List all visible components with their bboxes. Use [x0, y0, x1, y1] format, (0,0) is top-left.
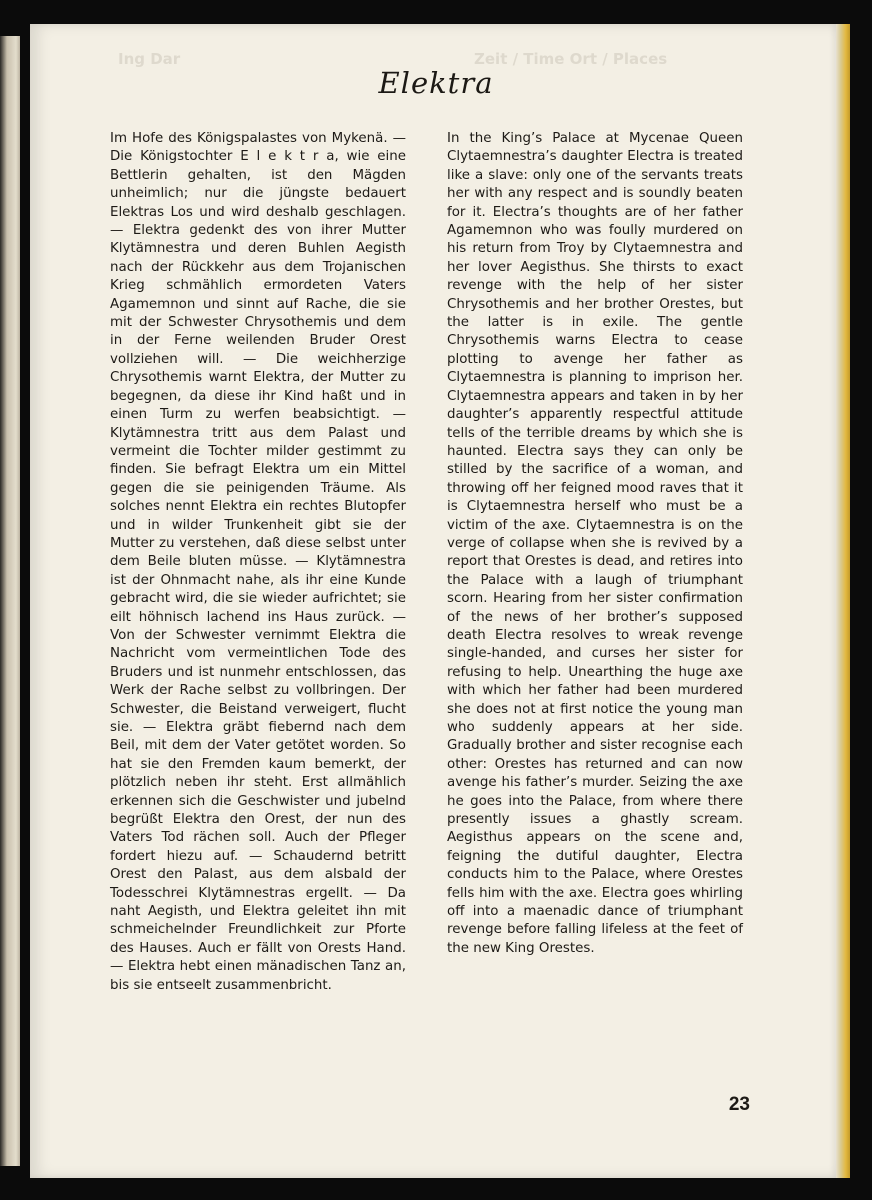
- bleed-through-left: Ing Dar: [118, 50, 181, 68]
- page-stack-edge: [836, 24, 850, 1178]
- previous-page-edge: [0, 36, 20, 1166]
- synopsis-english: In the King’s Palace at Mycenae Queen Clytaemnestra’s daughter Electra is treated like a slave: only one of the servants treats her with any respect and is soundly beaten for it. Electra’s thoughts are of her father Agamemnon who was foully murdered on his return from Troy by Clytaemnestra and her lover Aegisthus. She thirsts to exact revenge with the help of her sister Chrysothemis and her brother Orestes, but the latter is in exile. The gentle Chrysothemis warns Electra to cease plotting to avenge her father as Clytaemnestra is planning to imprison her. Clytaemnestra appears and taken in by her daughter’s apparently respectful attitude tells of the terrible dreams by which she is haunted. Electra says they can only be stilled by the sacrifice of a woman, and throwing off her feigned mood raves that it is Clytaemnestra herself who must be a victim of the axe. Clytaemnestra is on the verge of collapse when she is revived by a report that Orestes is dead, and retires into the Palace with a laugh of triumphant scorn. Hearing from her sister confirmation of the news of her brother’s supposed death Electra resolves to wreak revenge single-handed, and curses her sister for refusing to help. Unearthing the huge axe with which her father had been murdered she does not at first notice the young man who suddenly appears at her side. Gradually brother and sister recognise each other: Orestes has returned and can now avenge his father’s murder. Seizing the axe he goes into the Palace, from where there presently issues a ghastly scream. Aegisthus appears on the scene and, feigning the dutiful daughter, Electra conducts him to the Palace, where Orestes fells him with the axe. Electra goes whirling off into a maenadic dance of triumphant revenge before falling lifeless at the feet of the new King Orestes.: [447, 131, 743, 956]
- page-number: 23: [728, 1094, 750, 1115]
- page-title: Elektra: [378, 66, 494, 100]
- bleed-through-right: Zeit / Time Ort / Places: [474, 50, 668, 68]
- synopsis-german: Im Hofe des Königspalastes von Mykenä. — Die Königstochter E l e k t r a, wie eine Bettlerin gehalten, ist den Mägden unheimlich; nur die jüngste bedauert Elektras Los und wird deshalb geschlagen. — Elektra gedenkt des von ihrer Mutter Klytämnestra und deren Buhlen Aegisth nach der Rückkehr aus dem Trojanischen Krieg schmählich ermordeten Vaters Agamemnon und sinnt auf Rache, die sie mit der Schwester Chrysothemis und dem in der Ferne weilenden Bruder Orest vollziehen will. — Die weichherzige Chrysothemis warnt Elektra, der Mutter zu begegnen, da diese ihr Kind haßt und in einen Turm zu werfen beabsichtigt. — Klytämnestra tritt aus dem Palast und vermeint die Tochter milder gestimmt zu finden. Sie befragt Elektra um ein Mittel gegen die sie peinigenden Träume. Als solches nennt Elektra ein rechtes Blutopfer und in wilder Trunkenheit gibt sie der Mutter zu verstehen, daß diese selbst unter dem Beile bluten müsse. — Klytämnestra ist der Ohnmacht nahe, als ihr eine Kunde gebracht wird, die sie wieder aufrichtet; sie eilt höhnisch lachend ins Haus zurück. — Von der Schwester vernimmt Elektra die Nachricht vom vermeintlichen Tode des Bruders und ist nunmehr entschlossen, das Werk der Rache selbst zu vollbringen. Der Schwester, die Beistand verweigert, flucht sie. — Elektra gräbt fiebernd nach dem Beil, mit dem der Vater getötet worden. So hat sie den Fremden kaum bemerkt, der plötzlich neben ihr steht. Erst allmählich erkennen sich die Geschwister und jubelnd begrüßt Elektra den Orest, der nun des Vaters Tod rächen soll. Auch der Pfleger fordert hiezu auf. — Schaudernd betritt Orest den Palast, aus dem alsbald der Todesschrei Klytämnestras ergellt. — Da naht Aegisth, und Elektra geleitet ihn mit schmeichelnder Freundlichkeit zur Pforte des Hauses. Auch er fällt von Orests Hand. — Elektra hebt einen mänadischen Tanz an, bis sie entseelt zusammenbricht.: [110, 131, 406, 993]
